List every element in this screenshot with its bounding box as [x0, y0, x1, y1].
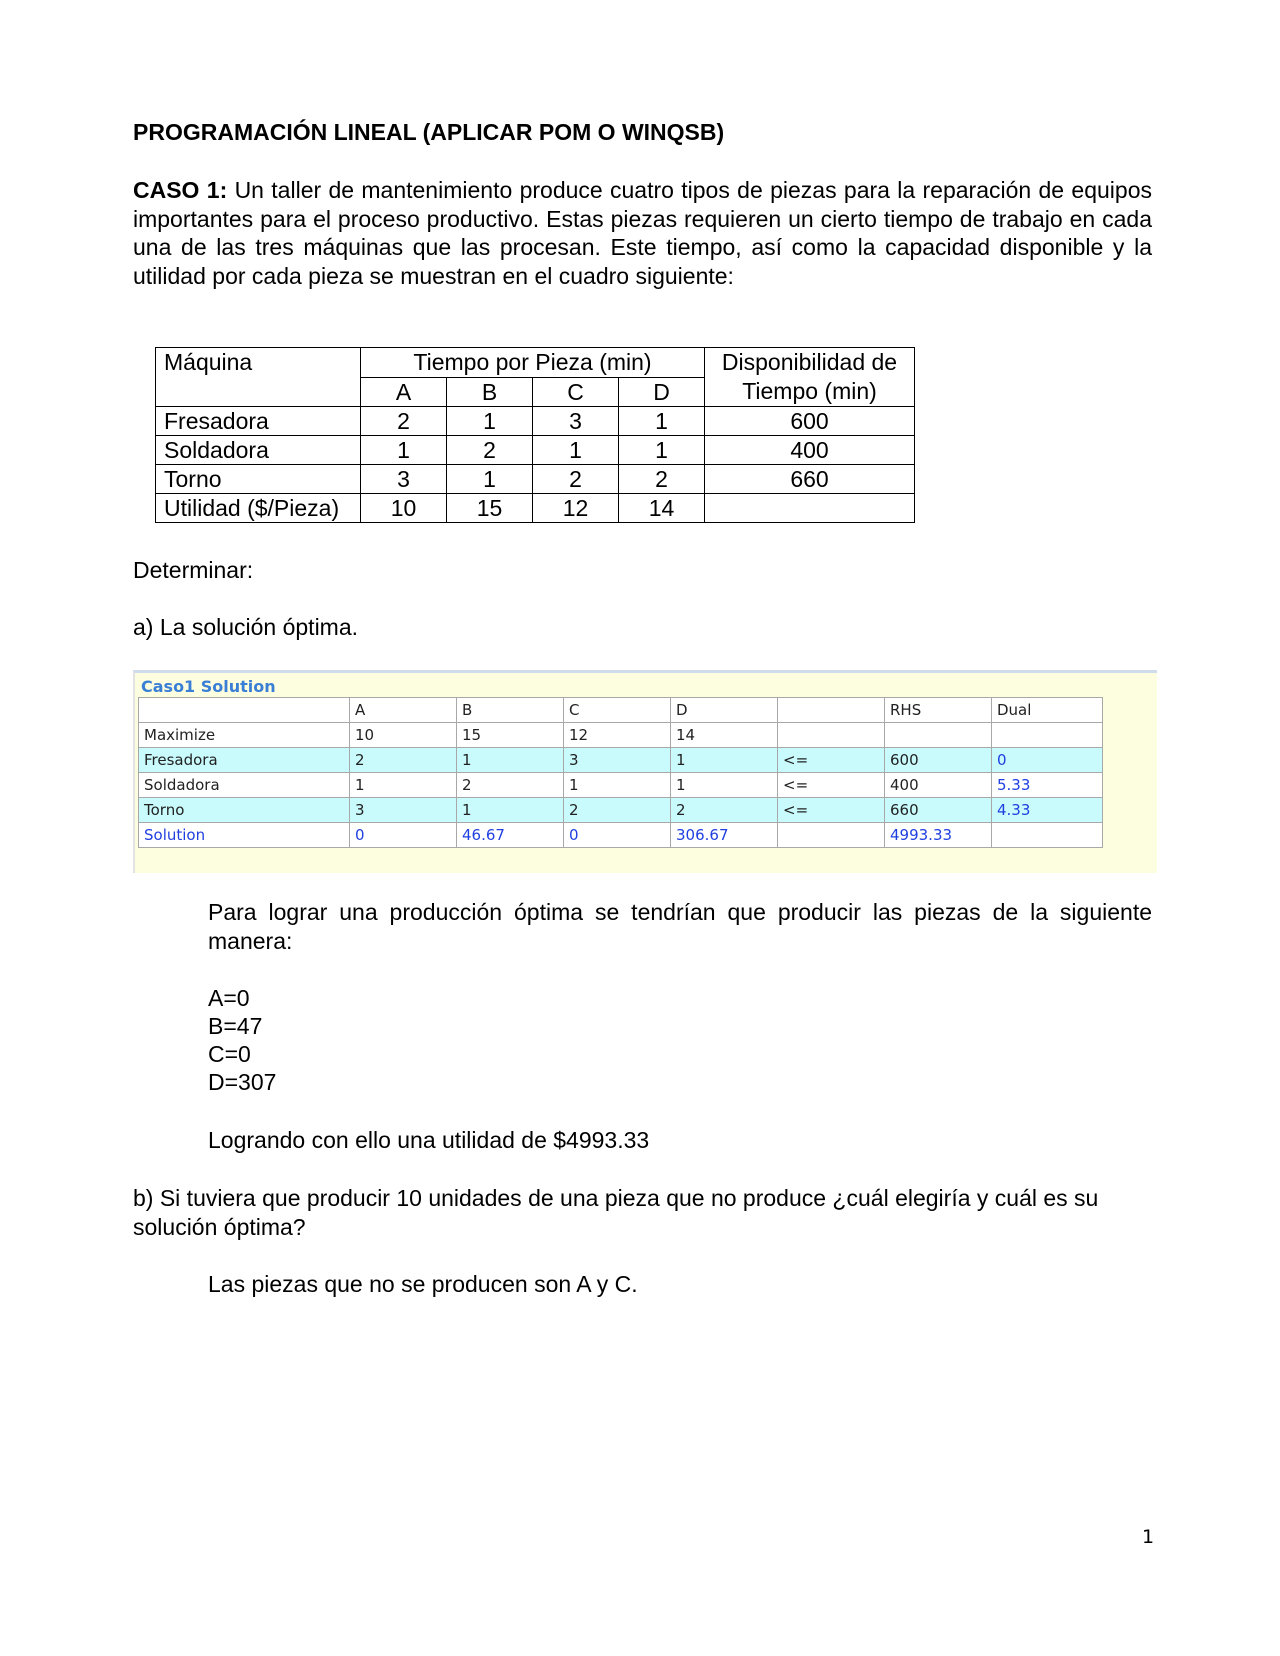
cell [885, 723, 992, 748]
dual-value: 5.33 [992, 773, 1103, 798]
header-availability [705, 348, 915, 407]
solution-header: RHS [885, 698, 992, 723]
cell: 1 [350, 773, 457, 798]
cell: 2 [671, 798, 778, 823]
cell: 1 [533, 436, 619, 465]
cell: Soldadora [139, 773, 350, 798]
cell: 15 [447, 494, 533, 523]
cell: Maximize [139, 723, 350, 748]
explanation-text: Para lograr una producción óptima se tendrían que producir las piezas de la siguiente manera: [208, 899, 1152, 954]
dual-value: 0 [992, 748, 1103, 773]
cell-availability: 400 [705, 436, 915, 465]
cell: 1 [671, 748, 778, 773]
cell: 3 [533, 407, 619, 436]
solution-row-solution [139, 823, 1103, 848]
cell: <= [778, 773, 885, 798]
solution-header-row [139, 698, 1103, 723]
cell-availability: 600 [705, 407, 915, 436]
part-b-answer: Las piezas que no se producen son A y C. [208, 1271, 638, 1297]
table-row [156, 494, 915, 523]
table-row [156, 407, 915, 436]
solution-panel [133, 670, 1157, 873]
cell: 1 [361, 436, 447, 465]
cell: 15 [457, 723, 564, 748]
cell: 14 [619, 494, 705, 523]
cell: 1 [619, 436, 705, 465]
cell: 10 [361, 494, 447, 523]
cell: 12 [564, 723, 671, 748]
dual-value: 4.33 [992, 798, 1103, 823]
cell: 2 [457, 773, 564, 798]
solution-header: B [457, 698, 564, 723]
header-col-d: D [619, 377, 705, 407]
cell: 4993.33 [885, 823, 992, 848]
cell-availability [705, 494, 915, 523]
cell: 1 [447, 407, 533, 436]
result-a: A=0 [208, 985, 250, 1011]
cell: 1 [671, 773, 778, 798]
case-text: Un taller de mantenimiento produce cuatro tipos de piezas para la reparación de equipos importantes para el proceso productivo. Estas piezas requieren un cierto tiempo de trabajo en cada una de las tres máquinas que las procesan. Este tiempo, así como la capacidad disponible y la utilidad por cada pieza se muestran en el cuadro siguiente: [133, 177, 1152, 289]
case-label: CASO 1: [133, 177, 228, 203]
solution-header: Dual [992, 698, 1103, 723]
cell: 2 [564, 798, 671, 823]
cell: Fresadora [139, 748, 350, 773]
result-c: C=0 [208, 1041, 251, 1067]
page-number: 1 [1142, 1526, 1155, 1548]
document-title: PROGRAMACIÓN LINEAL (APLICAR POM O WINQSB) [133, 119, 725, 145]
header-col-b: B [447, 377, 533, 407]
cell: 0 [564, 823, 671, 848]
cell: 1 [447, 465, 533, 494]
solution-table [138, 697, 1103, 848]
header-col-a: A [361, 377, 447, 407]
solution-header: C [564, 698, 671, 723]
header-availability-line1: Disponibilidad de [721, 349, 898, 375]
cell: 1 [457, 748, 564, 773]
cell: 3 [361, 465, 447, 494]
row-name: Torno [156, 465, 361, 494]
utility-text: Logrando con ello una utilidad de $4993.33 [208, 1127, 650, 1153]
solution-header [139, 698, 350, 723]
cell: 14 [671, 723, 778, 748]
cell: 660 [885, 798, 992, 823]
cell: 600 [885, 748, 992, 773]
cell: 3 [350, 798, 457, 823]
cell: 3 [564, 748, 671, 773]
header-availability-line2: Tiempo (min) [742, 378, 877, 404]
cell: 2 [350, 748, 457, 773]
cell: <= [778, 798, 885, 823]
row-name: Fresadora [156, 407, 361, 436]
determinar-label: Determinar: [133, 557, 254, 583]
cell [778, 823, 885, 848]
part-a-label: a) La solución óptima. [133, 614, 359, 640]
cell: 10 [350, 723, 457, 748]
cell: 2 [619, 465, 705, 494]
case-description [133, 176, 1152, 290]
result-d: D=307 [208, 1069, 277, 1095]
solution-row-torno [139, 798, 1103, 823]
header-col-c: C [533, 377, 619, 407]
cell-availability: 660 [705, 465, 915, 494]
cell: 46.67 [457, 823, 564, 848]
table-row [156, 436, 915, 465]
solution-row-maximize [139, 723, 1103, 748]
solution-header: A [350, 698, 457, 723]
cell: 306.67 [671, 823, 778, 848]
cell: 0 [350, 823, 457, 848]
cell: 2 [447, 436, 533, 465]
row-name: Soldadora [156, 436, 361, 465]
solution-header: D [671, 698, 778, 723]
cell: Solution [139, 823, 350, 848]
header-time-per-piece: Tiempo por Pieza (min) [361, 348, 705, 378]
cell: 12 [533, 494, 619, 523]
cell: 400 [885, 773, 992, 798]
cell: <= [778, 748, 885, 773]
result-b: B=47 [208, 1013, 263, 1039]
solution-row-soldadora [139, 773, 1103, 798]
solution-title: Caso1 Solution [141, 677, 276, 696]
cell: 2 [533, 465, 619, 494]
cell: 1 [564, 773, 671, 798]
solution-row-fresadora [139, 748, 1103, 773]
row-name: Utilidad ($/Pieza) [156, 494, 361, 523]
cell [992, 723, 1103, 748]
machine-time-table [155, 347, 915, 523]
cell: 2 [361, 407, 447, 436]
cell [992, 823, 1103, 848]
solution-header [778, 698, 885, 723]
table-row [156, 465, 915, 494]
cell: Torno [139, 798, 350, 823]
cell [778, 723, 885, 748]
cell: 1 [619, 407, 705, 436]
part-b-question: b) Si tuviera que producir 10 unidades de una pieza que no produce ¿cuál elegiría y cuál es su solución óptima? [133, 1185, 1099, 1240]
header-machine: Máquina [156, 348, 361, 407]
cell: 1 [457, 798, 564, 823]
